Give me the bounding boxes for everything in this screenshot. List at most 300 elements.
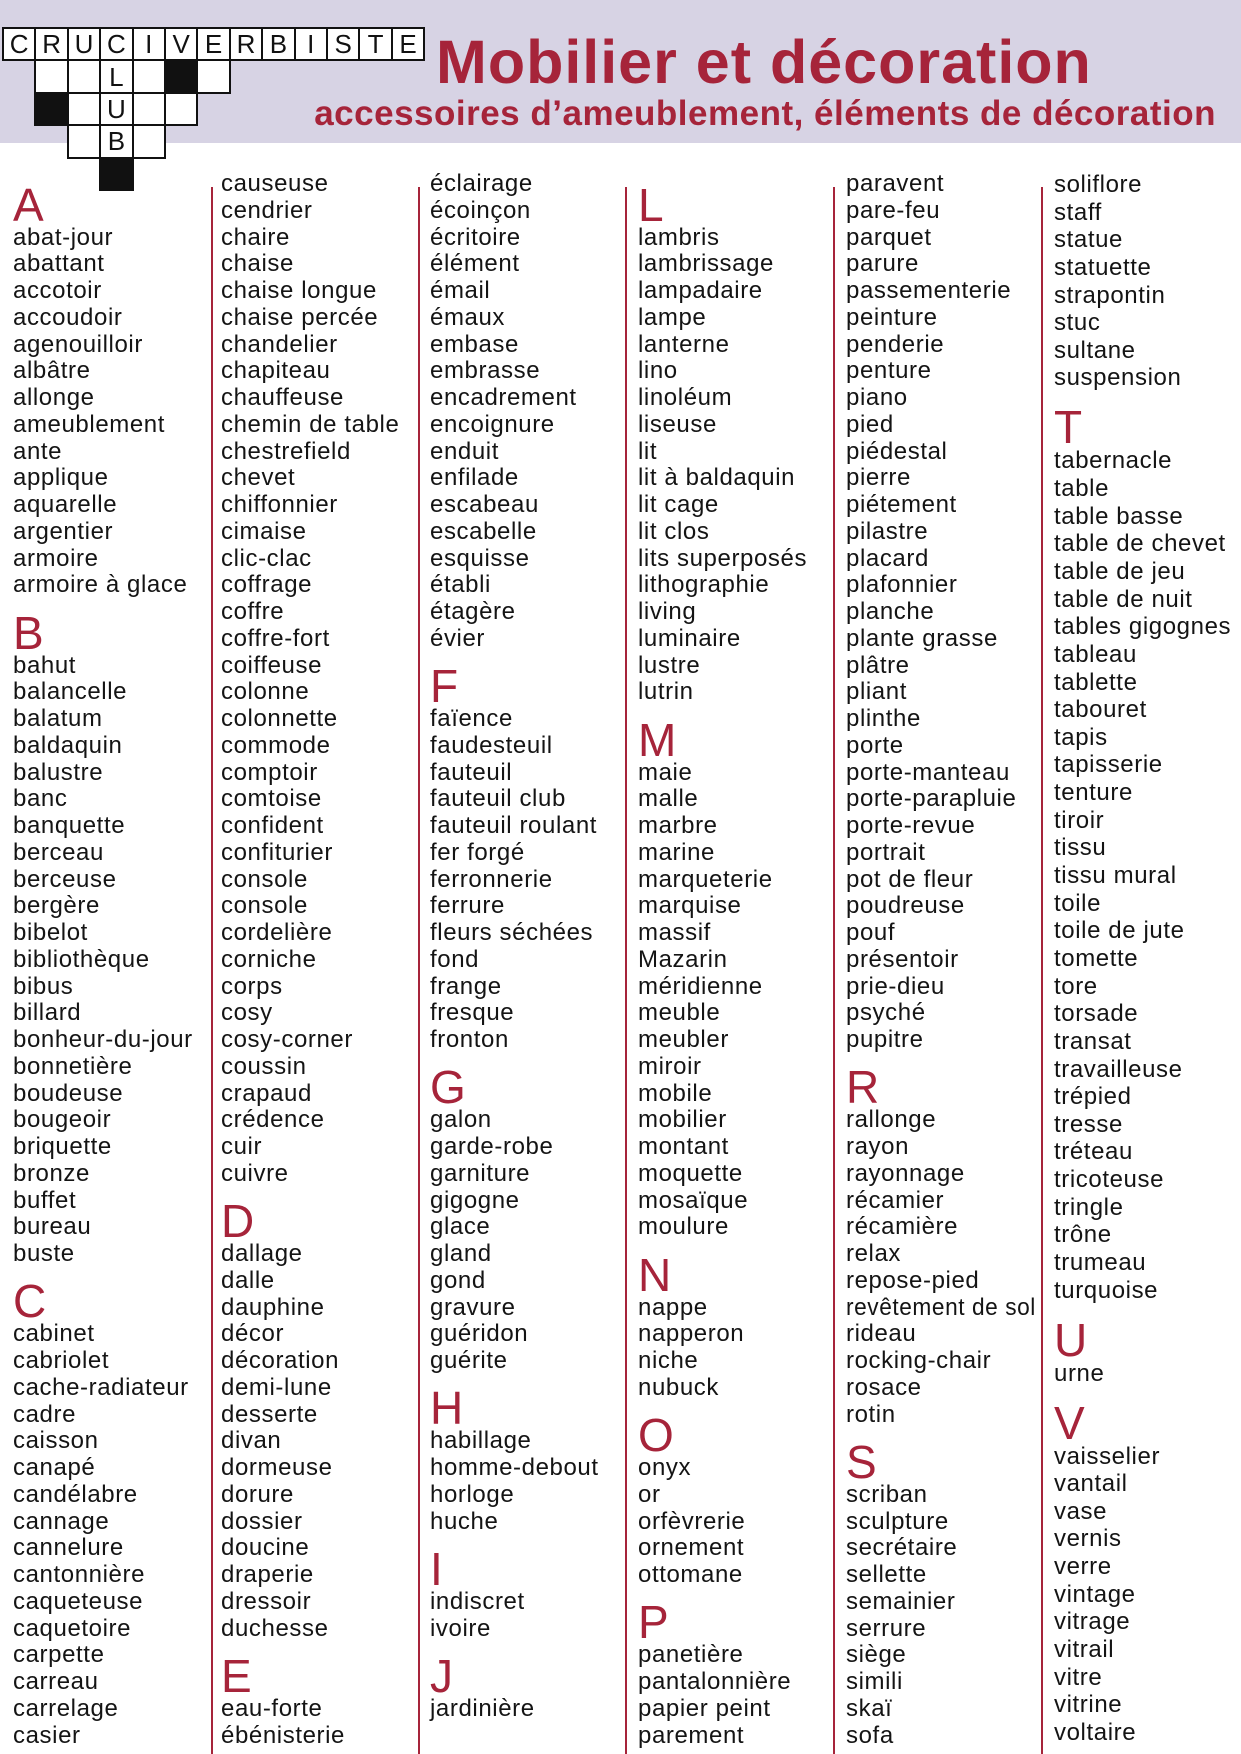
word-item: ivoire <box>430 1614 491 1642</box>
column-divider <box>418 187 420 1754</box>
word-item: jardinière <box>430 1694 535 1722</box>
word-item: dressoir <box>221 1587 312 1615</box>
word-item: linoléum <box>638 384 733 411</box>
word-item: chemin de table <box>221 410 400 438</box>
word-item: carpette <box>13 1641 105 1669</box>
word-item: passementerie <box>846 277 1012 304</box>
word-item: suspension <box>1054 364 1182 392</box>
word-item: chestrefield <box>221 437 351 465</box>
word-item: cadre <box>13 1400 77 1428</box>
word-item: faïence <box>430 705 513 732</box>
word-item: bureau <box>13 1213 92 1241</box>
word-item: or <box>638 1480 661 1508</box>
letter-heading-label: V <box>1054 1396 1085 1449</box>
letter-heading-label: R <box>846 1061 880 1114</box>
word-item: porte-revue <box>846 812 976 839</box>
word-item: boudeuse <box>13 1079 124 1107</box>
letter-heading-f <box>430 653 620 712</box>
word-item: cosy <box>221 999 273 1027</box>
word-item: corps <box>221 972 283 1000</box>
word-item: lutrin <box>638 678 694 706</box>
word-item: statue <box>1054 226 1123 254</box>
word-item: ferronnerie <box>430 865 553 893</box>
word-item: mosaïque <box>638 1186 749 1214</box>
word-item: causeuse <box>221 170 329 197</box>
word-item: psyché <box>846 999 926 1027</box>
word-item: crédence <box>221 1106 325 1134</box>
word-item: ameublement <box>13 410 166 438</box>
word-item: horloge <box>430 1480 515 1508</box>
word-item: ferrure <box>430 892 505 920</box>
page-title: Mobilier et décoration <box>436 28 1092 96</box>
word-item: allonge <box>13 384 95 411</box>
word-item: lithographie <box>638 571 770 599</box>
word-item: stuc <box>1054 309 1101 337</box>
word-item: desserte <box>221 1400 318 1428</box>
column-divider <box>1041 187 1043 1754</box>
word-item: coffre <box>221 598 285 625</box>
word-item: gigogne <box>430 1186 520 1214</box>
word-item: liseuse <box>638 410 717 438</box>
word-item: gland <box>430 1240 492 1267</box>
word-item: bahut <box>13 651 77 679</box>
letter-heading-o <box>638 1402 828 1461</box>
word-item: lits superposés <box>638 544 808 572</box>
word-item: chauffeuse <box>221 384 344 411</box>
word-item: embase <box>430 330 519 358</box>
word-item: récamière <box>846 1213 959 1241</box>
word-item: fauteuil roulant <box>430 812 598 839</box>
word-item: coiffeuse <box>221 651 323 679</box>
word-item: demi-lune <box>221 1373 332 1401</box>
word-item: montant <box>638 1133 729 1160</box>
word-item: lambrissage <box>638 250 774 278</box>
word-item: console <box>221 892 308 920</box>
word-item: verre <box>1054 1553 1112 1581</box>
word-item: émail <box>430 277 491 304</box>
word-item: placard <box>846 544 929 572</box>
word-item: garniture <box>430 1159 531 1187</box>
logo-letter-cell: C <box>99 27 133 61</box>
word-item: commode <box>221 731 331 759</box>
word-item: coffre-fort <box>221 624 330 652</box>
word-item: pied <box>846 410 894 438</box>
word-item: chapiteau <box>221 357 331 385</box>
word-item: simili <box>846 1668 903 1695</box>
word-item: lit cage <box>638 491 719 518</box>
word-item: pare-feu <box>846 196 941 224</box>
word-item: gond <box>430 1266 486 1294</box>
word-item: napperon <box>638 1320 745 1348</box>
word-item: banquette <box>13 812 126 839</box>
word-item: embrasse <box>430 357 541 385</box>
letter-heading-label: P <box>638 1596 669 1649</box>
logo-letter-cell: R <box>34 27 68 61</box>
word-item: pantalonnière <box>638 1668 792 1695</box>
word-item: élément <box>430 250 520 278</box>
logo-blank-cell <box>67 124 101 158</box>
word-item: staff <box>1054 198 1102 226</box>
word-item: frange <box>430 972 502 1000</box>
logo-letter-cell: U <box>67 27 101 61</box>
word-item: tablette <box>1054 668 1138 696</box>
word-item: serrure <box>846 1614 927 1642</box>
word-item: toile <box>1054 889 1102 917</box>
word-item: méridienne <box>638 972 763 1000</box>
word-item: applique <box>13 464 109 492</box>
word-item: porte <box>846 731 904 759</box>
letter-heading-r <box>846 1054 1036 1114</box>
word-item: cuir <box>221 1133 263 1160</box>
word-item: table <box>1054 475 1110 503</box>
word-item: rayonnage <box>846 1159 965 1187</box>
word-item: dormeuse <box>221 1454 333 1481</box>
word-item: secrétaire <box>846 1534 958 1562</box>
word-item: lustre <box>638 651 701 679</box>
word-item: parure <box>846 250 919 278</box>
word-item: relax <box>846 1240 902 1267</box>
word-item: bibelot <box>13 919 88 946</box>
word-item: coffrage <box>221 571 313 599</box>
logo-letter-cell: B <box>261 27 295 61</box>
word-item: décoration <box>221 1347 340 1374</box>
word-item: rallonge <box>846 1106 937 1134</box>
word-item: vantail <box>1054 1470 1128 1498</box>
word-item: nappe <box>638 1293 708 1321</box>
letter-heading-e <box>221 1642 413 1702</box>
word-item: revêtement de sol <box>846 1293 1036 1321</box>
word-item: balatum <box>13 705 103 732</box>
logo-letter-cell: T <box>358 27 392 61</box>
letter-heading-label: T <box>1054 401 1083 454</box>
word-item: candélabre <box>13 1480 138 1508</box>
word-item: abattant <box>13 250 105 278</box>
word-item: vitrine <box>1054 1691 1123 1719</box>
letter-heading-label: A <box>13 178 44 231</box>
word-item: dallage <box>221 1240 303 1267</box>
logo-blank-cell <box>132 124 166 158</box>
word-item: strapontin <box>1054 281 1166 309</box>
word-item: escabeau <box>430 491 539 518</box>
word-item: pot de fleur <box>846 865 974 893</box>
word-item: buste <box>13 1240 75 1267</box>
logo-letter-cell: I <box>294 27 328 61</box>
letter-heading-label: H <box>430 1382 464 1435</box>
word-item: fronton <box>430 1026 509 1053</box>
word-item: colonnette <box>221 705 338 732</box>
word-item: rayon <box>846 1133 910 1160</box>
letter-heading-t <box>1054 392 1237 454</box>
word-item: panetière <box>638 1641 744 1669</box>
word-item: trépied <box>1054 1083 1132 1111</box>
letter-heading-label: E <box>221 1649 252 1702</box>
word-item: étagère <box>430 598 516 625</box>
word-item: écritoire <box>430 223 521 251</box>
logo-blank-cell <box>132 92 166 126</box>
word-item: chaire <box>221 223 290 251</box>
word-item: peinture <box>846 303 938 331</box>
word-item: moulure <box>638 1213 729 1241</box>
word-item: maie <box>638 758 693 786</box>
word-item: meubler <box>638 1026 729 1053</box>
logo-letter-cell: S <box>326 27 360 61</box>
word-item: accoudoir <box>13 303 123 331</box>
word-item: crapaud <box>221 1079 312 1107</box>
word-item: pupitre <box>846 1026 924 1053</box>
word-item: toile de jute <box>1054 917 1185 945</box>
word-item: chevet <box>221 464 296 492</box>
word-item: cabinet <box>13 1320 95 1348</box>
word-item: lit <box>638 437 658 465</box>
word-item: bergère <box>13 892 100 920</box>
word-item: tabernacle <box>1054 447 1173 475</box>
word-item: meuble <box>638 999 721 1027</box>
word-item: casier <box>13 1721 81 1749</box>
word-item: banc <box>13 785 68 813</box>
word-item: lit à baldaquin <box>638 464 796 492</box>
word-item: vernis <box>1054 1525 1122 1553</box>
letter-heading-g <box>430 1054 620 1114</box>
word-item: tapis <box>1054 723 1108 751</box>
word-item: cannage <box>13 1507 110 1535</box>
word-item: marqueterie <box>638 865 773 893</box>
word-item: sellette <box>846 1561 927 1588</box>
word-item: enfilade <box>430 464 519 492</box>
word-item: agenouilloir <box>13 330 143 358</box>
word-item: transat <box>1054 1027 1132 1055</box>
word-item: living <box>638 598 697 625</box>
word-item: vintage <box>1054 1580 1136 1608</box>
column-divider <box>833 187 835 1754</box>
word-item: sultane <box>1054 336 1136 364</box>
word-item: dalle <box>221 1266 275 1294</box>
word-item: fauteuil <box>430 758 513 786</box>
word-item: scriban <box>846 1480 928 1508</box>
word-item: divan <box>221 1427 282 1455</box>
word-item: piétement <box>846 491 957 518</box>
word-item: éclairage <box>430 170 533 197</box>
word-item: portrait <box>846 838 926 866</box>
word-item: vase <box>1054 1497 1108 1525</box>
word-item: doucine <box>221 1534 310 1562</box>
word-item: encoignure <box>430 410 555 438</box>
word-item: cabriolet <box>13 1347 110 1374</box>
word-item: tissu <box>1054 834 1107 862</box>
logo-blank-cell <box>67 92 101 126</box>
word-item: tore <box>1054 972 1098 1000</box>
word-item: rotin <box>846 1400 896 1428</box>
word-item: colonne <box>221 678 310 706</box>
word-item: buffet <box>13 1186 77 1214</box>
word-item: confident <box>221 812 324 839</box>
word-item: balancelle <box>13 678 128 706</box>
word-item: bibliothèque <box>13 945 150 973</box>
word-item: huche <box>430 1507 499 1535</box>
word-item: lit clos <box>638 517 710 545</box>
word-item: lampe <box>638 303 707 331</box>
word-item: glace <box>430 1213 491 1241</box>
word-item: coussin <box>221 1052 307 1080</box>
logo-letter-cell: B <box>99 124 133 158</box>
word-item: cuivre <box>221 1159 289 1187</box>
word-item: torsade <box>1054 1000 1139 1028</box>
letter-heading-l <box>638 171 828 231</box>
word-item: guéridon <box>430 1320 529 1348</box>
word-item: tréteau <box>1054 1138 1133 1166</box>
word-item: trumeau <box>1054 1249 1147 1276</box>
word-item: cache-radiateur <box>13 1373 189 1401</box>
word-item: tiroir <box>1054 806 1105 834</box>
word-item: mobile <box>638 1079 713 1107</box>
word-column-5 <box>846 171 1036 1749</box>
letter-heading-v <box>1054 1387 1237 1449</box>
letter-heading-label: B <box>13 606 44 659</box>
word-item: chaise <box>221 250 294 278</box>
word-item: porte-parapluie <box>846 785 1017 813</box>
word-item: luminaire <box>638 624 741 652</box>
word-item: rosace <box>846 1373 922 1401</box>
word-item: fresque <box>430 999 515 1027</box>
word-item: tapisserie <box>1054 751 1163 779</box>
word-item: penderie <box>846 330 945 358</box>
word-item: enduit <box>430 437 499 465</box>
word-item: planche <box>846 598 935 625</box>
word-item: émaux <box>430 303 506 331</box>
word-item: fleurs séchées <box>430 919 594 946</box>
word-item: prie-dieu <box>846 972 945 1000</box>
logo-blank-cell <box>67 59 101 93</box>
word-item: pilastre <box>846 517 929 545</box>
letter-heading-a <box>13 171 206 231</box>
word-item: dorure <box>221 1480 294 1508</box>
word-item: indiscret <box>430 1587 525 1615</box>
letter-heading-j <box>430 1642 620 1702</box>
logo-letter-cell: I <box>132 27 166 61</box>
logo-letter-cell: R <box>229 27 263 61</box>
word-item: chaise percée <box>221 303 379 331</box>
word-item: travailleuse <box>1054 1055 1183 1083</box>
letter-heading-label: I <box>430 1542 443 1595</box>
word-item: piédestal <box>846 437 948 465</box>
word-item: présentoir <box>846 945 959 973</box>
word-item: comtoise <box>221 785 322 813</box>
word-item: table de jeu <box>1054 557 1186 585</box>
letter-heading-label: J <box>430 1649 453 1702</box>
word-item: berceuse <box>13 865 117 893</box>
word-item: vaisselier <box>1054 1442 1161 1470</box>
letter-heading-label: M <box>638 713 677 766</box>
logo-blank-cell <box>164 92 198 126</box>
word-item: confiturier <box>221 838 333 866</box>
word-item: marine <box>638 838 715 866</box>
word-item: cantonnière <box>13 1561 146 1588</box>
word-item: duchesse <box>221 1614 329 1642</box>
word-item: chiffonnier <box>221 491 338 518</box>
word-item: accotoir <box>13 277 102 304</box>
column-divider <box>625 187 627 1754</box>
letter-heading-label: O <box>638 1409 674 1461</box>
word-item: dauphine <box>221 1293 325 1321</box>
word-item: tabouret <box>1054 696 1147 724</box>
word-item: bougeoir <box>13 1106 112 1134</box>
word-item: caquetoire <box>13 1614 132 1642</box>
letter-heading-label: U <box>1054 1313 1088 1366</box>
word-item: table de nuit <box>1054 585 1193 613</box>
word-item: corniche <box>221 945 317 973</box>
word-item: draperie <box>221 1561 314 1588</box>
letter-heading-label: F <box>430 660 459 712</box>
letter-heading-d <box>221 1188 413 1247</box>
word-item: eau-forte <box>221 1694 323 1722</box>
word-column-2 <box>221 171 413 1749</box>
word-item: clic-clac <box>221 544 312 572</box>
word-item: plafonnier <box>846 571 958 599</box>
word-item: lampadaire <box>638 277 763 304</box>
word-item: cannelure <box>13 1534 124 1562</box>
word-item: statuette <box>1054 253 1152 281</box>
word-item: bronze <box>13 1159 90 1187</box>
word-item: récamier <box>846 1186 945 1214</box>
word-item: ante <box>13 437 63 465</box>
word-item: encadrement <box>430 384 577 411</box>
word-item: parquet <box>846 223 932 251</box>
letter-heading-m <box>638 706 828 766</box>
word-item: sculpture <box>846 1507 949 1535</box>
word-item: semainier <box>846 1587 956 1615</box>
word-item: piano <box>846 384 908 411</box>
word-item: canapé <box>13 1454 96 1481</box>
word-item: penture <box>846 357 932 385</box>
word-item: esquisse <box>430 544 530 572</box>
logo-black-cell <box>34 92 68 126</box>
column-divider <box>211 187 213 1754</box>
word-item: escabelle <box>430 517 537 545</box>
word-item: niche <box>638 1347 699 1374</box>
logo-blank-cell <box>132 59 166 93</box>
word-item: décor <box>221 1320 285 1348</box>
word-item: poudreuse <box>846 892 965 920</box>
word-item: évier <box>430 624 486 652</box>
page-subtitle: accessoires d’ameublement, éléments de décoration <box>314 94 1216 133</box>
word-item: ébénisterie <box>221 1721 346 1749</box>
word-item: nubuck <box>638 1373 719 1401</box>
letter-heading-label: S <box>846 1435 877 1488</box>
word-item: cendrier <box>221 196 313 224</box>
word-item: table basse <box>1054 502 1184 530</box>
word-column-3 <box>430 171 620 1723</box>
word-item: caqueteuse <box>13 1587 144 1615</box>
word-item: turquoise <box>1054 1276 1159 1304</box>
word-item: pliant <box>846 678 907 706</box>
word-item: écoinçon <box>430 196 531 224</box>
word-item: chaise longue <box>221 277 377 304</box>
logo-black-cell <box>164 59 198 93</box>
word-item: garde-robe <box>430 1133 554 1160</box>
letter-heading-s <box>846 1428 1036 1488</box>
word-item: tricoteuse <box>1054 1166 1165 1194</box>
logo-letter-cell: E <box>391 27 425 61</box>
word-item: dossier <box>221 1507 303 1535</box>
word-item: tissu mural <box>1054 862 1177 890</box>
word-item: mobilier <box>638 1106 727 1134</box>
word-item: orfèvrerie <box>638 1507 746 1535</box>
word-item: marquise <box>638 892 742 920</box>
word-item: berceau <box>13 838 104 866</box>
letter-heading-u <box>1054 1304 1237 1366</box>
word-item: faudesteuil <box>430 731 553 759</box>
word-item: caisson <box>13 1427 99 1455</box>
letter-heading-n <box>638 1241 828 1301</box>
